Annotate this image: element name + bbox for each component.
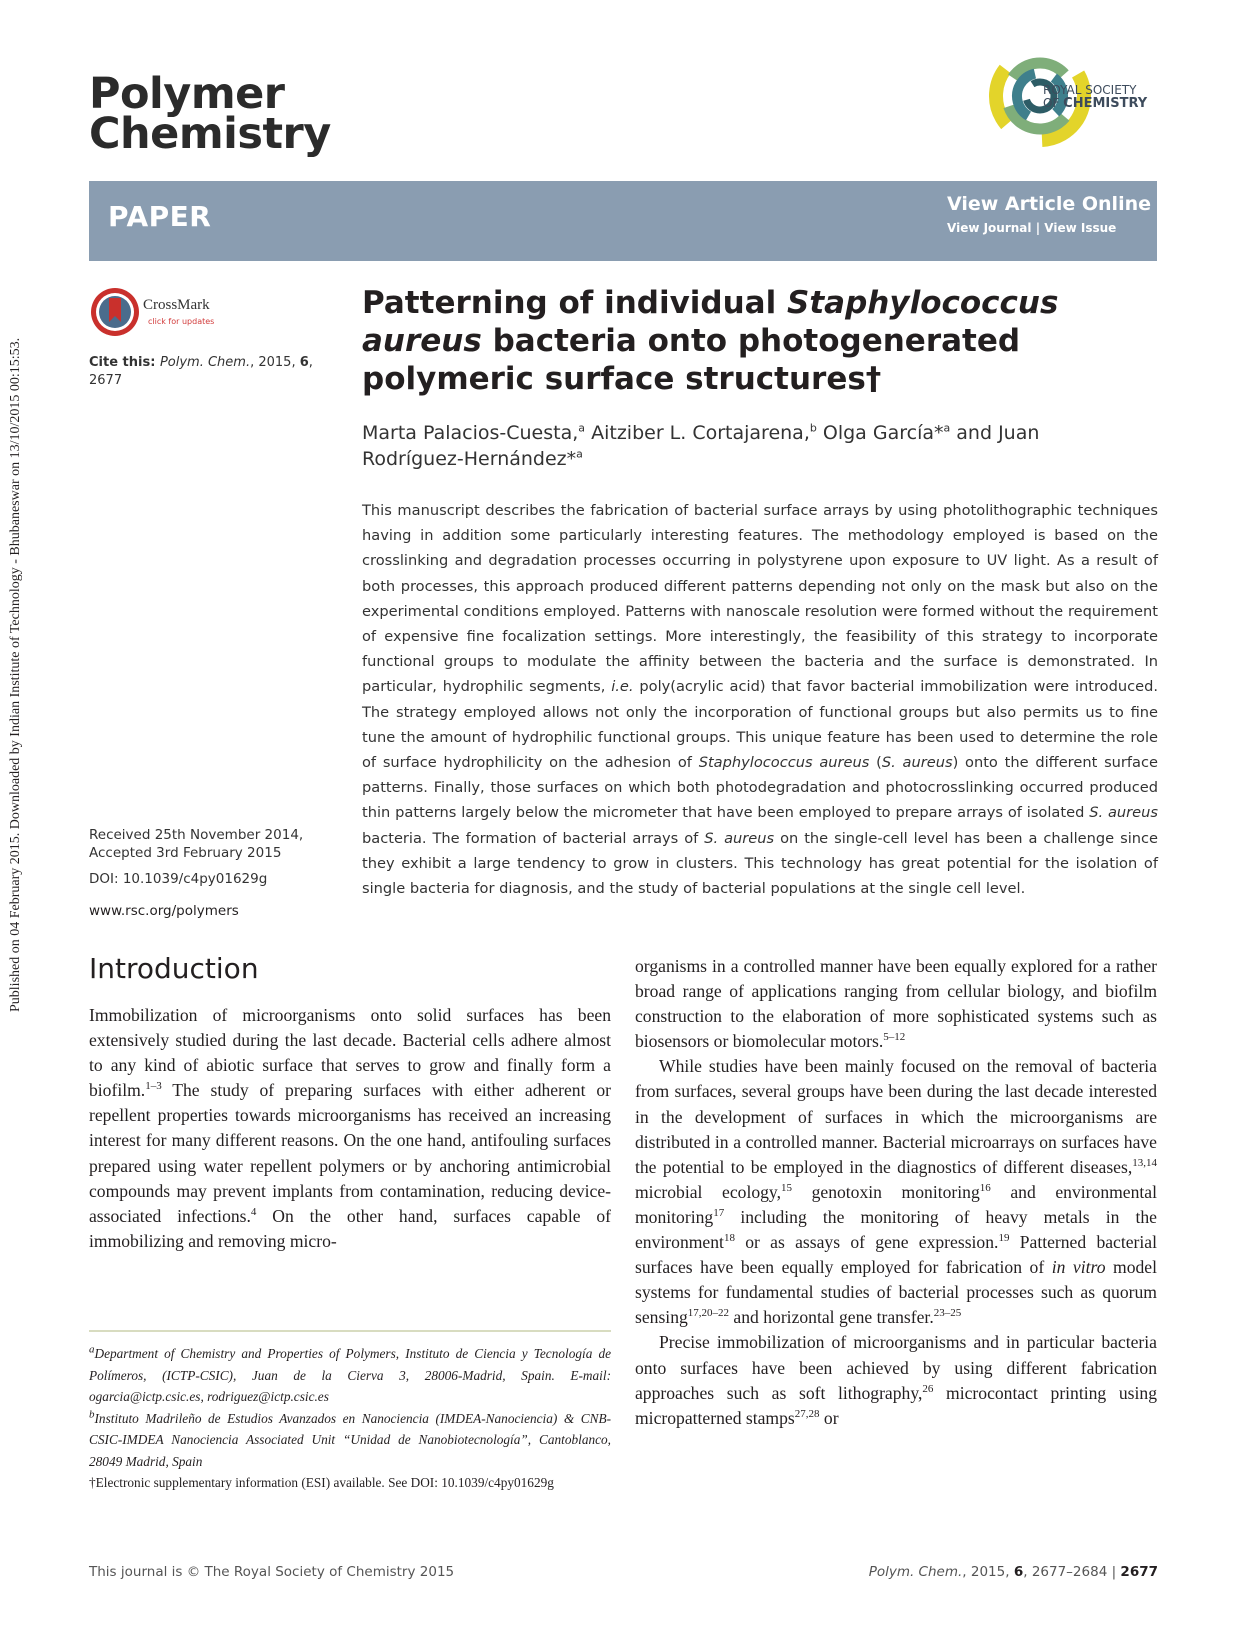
footnote-divider bbox=[89, 1330, 611, 1332]
body-paragraph: While studies have been mainly focused on the removal of bacteria from surfaces, several groups have been during the last decade interested in the development of surfaces in which the microorganisms are distributed in a controlled manner. Bacterial microarrays on surfaces have the potential to be employed in the diagnostics of different diseases,$^{13,14}$ microbial ecology,$^{15}$ genotoxin monitoring$^{16}$ and environmental monitoring$^{17}$ including the monitoring of heavy metals in the environment$^{18}$ or as assays of gene expression.$^{19}$ Patterned bacterial surfaces have been equally employed for fabrication of in vitro model systems for fundamental studies of bacterial processes such as quorum sensing$^{17,20-22}$ and horizontal gene transfer.$^{23-25}$ bbox=[635, 1056, 1158, 1328]
rsc-logo-line2: OF CHEMISTRY bbox=[1043, 96, 1148, 111]
body-paragraph: organisms in a controlled manner have been equally explored for a rather broad range of applications ranging from cellular biology, and biofilm construction to the elaboration of more sophisticated systems such as biosensors or biomolecular motors.$^{5-12}$ bbox=[635, 956, 1157, 1052]
rsc-logo-text bbox=[1043, 84, 1147, 110]
cite-this: Cite this: Polym. Chem., 2015, 6, 2677 bbox=[89, 355, 313, 388]
journal-title-line2: Chemistry bbox=[89, 109, 331, 159]
footer-citation: Polym. Chem., 2015, 6, 2677–2684 | 2677 bbox=[868, 1564, 1158, 1580]
journal-title-line1: Polymer bbox=[89, 69, 285, 119]
download-watermark-text: Published on 04 February 2015. Downloaded by Indian Institute of Technology - Bhubaneswar on 13/10/2015 00:15:53. bbox=[8, 337, 23, 1012]
abstract: This manuscript describes the fabrication of bacterial surface arrays by using photolithographic techniques having in addition some particularly interesting features. The methodology employed is based on the crosslinking and degradation processes occurring in polystyrene upon exposure to UV light. As a result of both processes, this approach produced different patterns depending not only on the mask but also on the experimental conditions employed. Patterns with nanoscale resolution were formed without the requirement of expensive fine focalization settings. More interestingly, the feasibility of this strategy to incorporate functional groups to modulate the affinity between the bacteria and the surface is demonstrated. In particular, hydrophilic segments, i.e. poly(acrylic acid) that favor bacterial immobilization were introduced. The strategy employed allows not only the incorporation of functional groups but also permits us to fine tune the amount of hydrophilic functional groups. This unique feature has been used to determine the role of surface hydrophilicity on the adhesion of Staphylococcus aureus (S. aureus) onto the different surface patterns. Finally, those surfaces on which both photodegradation and photocrosslinking occurred produced thin patterns largely below the micrometer that have been employed to prepare arrays of isolated S. aureus bacteria. The formation of bacterial arrays of S. aureus on the single-cell level has been a challenge since they exhibit a large tendency to grow in clusters. This technology has great potential for the isolation of single bacteria for diagnosis, and the study of bacterial populations at the single cell level. bbox=[362, 502, 1159, 898]
body-paragraph: Immobilization of microorganisms onto solid surfaces has been extensively studied during the last decade. Bacterial cells adhere almost to any kind of abiotic surface that serves to grow and finally form a biofilm.$^{1-3}$ The study of preparing surfaces with either adherent or repellent properties towards microorganisms has received an increasing interest for many different reasons. On the one hand, antifouling surfaces prepared using water repellent polymers or by anchoring antimicrobial compounds may prevent implants from contamination, reducing device-associated infections.$^4$ On the other hand, surfaces capable of immobilizing and removing micro- bbox=[89, 1005, 611, 1251]
view-article-online-link[interactable]: View Article Online bbox=[947, 193, 1151, 215]
view-links-separator: | bbox=[1031, 221, 1045, 235]
crossmark-label[interactable]: CrossMark bbox=[143, 297, 210, 313]
footer-copyright: This journal is © The Royal Society of Chemistry 2015 bbox=[89, 1564, 455, 1580]
body-column-left bbox=[89, 1003, 611, 1254]
journal-title bbox=[89, 69, 331, 159]
body-paragraph: Precise immobilization of microorganisms and in particular bacteria onto surfaces have been achieved by using different fabrication approaches such as soft lithography,$^{26}$ microcontact printing using micropatterned stamps$^{27,28}$ or bbox=[635, 1332, 1158, 1428]
doi[interactable]: DOI: 10.1039/c4py01629g bbox=[89, 871, 268, 887]
journal-website-link[interactable]: www.rsc.org/polymers bbox=[89, 903, 239, 919]
received-date: Received 25th November 2014, bbox=[89, 827, 304, 843]
paper-type-label: PAPER bbox=[108, 200, 212, 233]
crossmark-sublabel[interactable]: click for updates bbox=[148, 317, 215, 326]
footnotes bbox=[89, 1343, 611, 1494]
article-title: Patterning of individual Staphylococcus aureus bacteria onto photogenerated polymeric surface structures† bbox=[362, 285, 1059, 397]
view-issue-link[interactable]: View Issue bbox=[1044, 221, 1117, 235]
view-journal-link[interactable]: View Journal bbox=[947, 221, 1032, 235]
rsc-logo-line1: ROYAL SOCIETY bbox=[1043, 83, 1137, 97]
author-list: Marta Palacios-Cuesta,$^a$ Aitziber L. Cortajarena,$^b$ Olga García*$^a$ and Juan Rodríguez-Hernández*$^a$ bbox=[362, 421, 1040, 470]
page-number: 2677 bbox=[1120, 1564, 1158, 1580]
footnote-affiliation-a: $^a$Department of Chemistry and Properties of Polymers, Instituto de Ciencia y Tecnología de Polímeros, (ICTP-CSIC), Juan de la Cierva 3, 28006-Madrid, Spain. E-mail: ogarcia@ictp.csic.es, rodriguez@ictp.csic.es bbox=[89, 1343, 611, 1404]
section-heading-introduction: Introduction bbox=[89, 952, 259, 985]
footnote-affiliation-b: $^b$Instituto Madrileño de Estudios Avanzados en Nanociencia (IMDEA-Nanociencia) & CNB-CSIC-IMDEA Nanociencia Associated Unit “Unidad de Nanobiotecnología”, Cantoblanco, 28049 Madrid, Spain bbox=[89, 1408, 611, 1469]
footnote-esi: †Electronic supplementary information (ESI) available. See DOI: 10.1039/c4py01629g bbox=[89, 1475, 554, 1490]
view-links bbox=[947, 221, 1116, 235]
received-dates bbox=[89, 826, 329, 862]
body-column-right bbox=[635, 954, 1157, 1431]
accepted-date: Accepted 3rd February 2015 bbox=[89, 845, 282, 861]
